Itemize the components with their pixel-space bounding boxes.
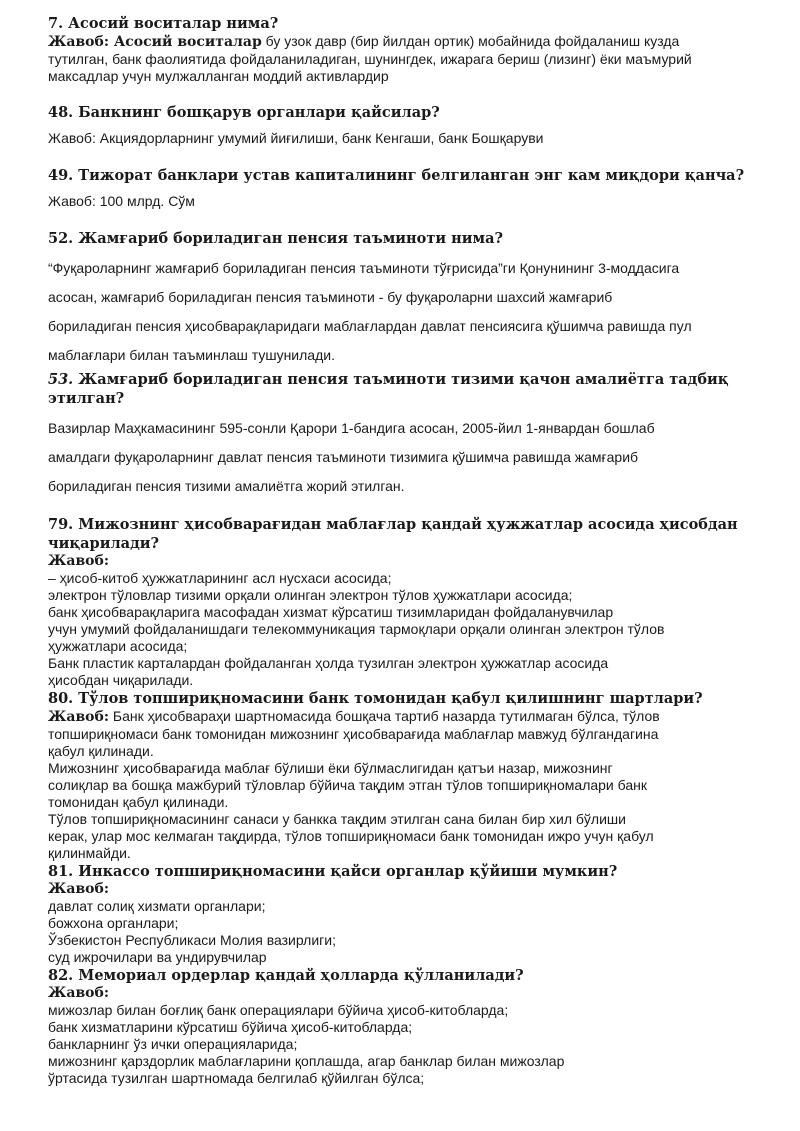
question-49-title: 49. Тижорат банклари устав капиталининг белгиланган энг кам миқдори қанча? <box>48 167 745 184</box>
question-80-line-4: Мижознинг ҳисобварағида маблағ бўлиши ёки бўлмаслигидан қатъи назар, мижознинг <box>48 760 613 776</box>
question-80-line-5: солиқлар ва бошқа мажбурий тўловлар бўйича тақдим этган тўлов топшириқномалари банк <box>48 777 647 793</box>
question-82-line-2: банк хизматларини кўрсатиш бўйича ҳисоб-китобларда; <box>48 1019 413 1035</box>
question-81-line-3: Ўзбекистон Республикаси Молия вазирлиги; <box>48 932 336 948</box>
question-81-line-4: суд ижрочилари ва ундирувчилар <box>48 949 267 965</box>
question-52-line-3: бориладиган пенсия ҳисобварақларидаги маблағлардан давлат пенсиясига қўшимча равишда пул <box>48 318 692 334</box>
question-80-line-3: қабул қилинади. <box>48 743 154 759</box>
question-52-line-1: “Фуқароларнинг жамғариб бориладиган пенсия таъминоти тўғрисида”ги Қонунининг 3-моддасига <box>48 260 680 276</box>
question-79-line-6: Банк пластик карталардан фойдаланган ҳолда тузилган электрон ҳужжатлар асосида <box>48 655 609 671</box>
question-82-answer-label: Жавоб: <box>48 985 110 1001</box>
answer-label-bold: Жавоб: <box>48 709 110 725</box>
question-7-answer-line-3: максадлар учун мулжалланган моддий активлардир <box>48 68 389 84</box>
document-page <box>48 14 763 1087</box>
question-82-line-3: банкларнинг ўз ички операцияларида; <box>48 1036 298 1052</box>
question-80-line-6: томонидан қабул қилинади. <box>48 794 229 810</box>
question-80-line-2: топшириқномаси банк томонидан мижознинг ҳисобварағида маблағлар мавжуд бўлгандагина <box>48 726 659 742</box>
question-81-line-1: давлат солиқ хизмати органлари; <box>48 898 266 914</box>
question-53-title: 53. Жамғариб бориладиган пенсия таъминоти тизими қачон амалиётга тадбиқ этилган? <box>48 371 729 407</box>
question-79-line-1: – ҳисоб-китоб ҳужжатларининг асл нусхаси асосида; <box>48 570 392 586</box>
question-79-title-line-1: 79. Мижознинг ҳисобварағидан маблағлар қандай ҳужжатлар асосида ҳисобдан <box>48 516 738 533</box>
question-52-title: 52. Жамғариб бориладиган пенсия таъминоти нима? <box>48 230 503 247</box>
question-79-line-7: ҳисобдан чиқарилади. <box>48 672 194 688</box>
question-49-answer: Жавоб: 100 млрд. Сўм <box>48 193 195 209</box>
question-79-title-line-2: чиқарилади? <box>48 535 159 552</box>
question-80-line-1: Жавоб: Банк ҳисобвараҳи шартномасида бошқача тартиб назарда тутилмаган бўлса, тўлов <box>48 708 660 725</box>
question-52-line-4: маблағлари билан таъминлаш тушунилади. <box>48 347 335 363</box>
question-53-line-1: Вазирлар Маҳкамасининг 595-сонли Қарори 1-бандига асосан, 2005-йил 1-январдан бошлаб <box>48 420 655 436</box>
question-80-title: 80. Тўлов топшириқномасини банк томонидан қабул қилишнинг шартлари? <box>48 690 703 707</box>
question-80-line-8: керак, улар мос келмаган тақдирда, тўлов топшириқномаси банк томонидан ижро учун қабул <box>48 828 654 844</box>
question-82-line-1: мижозлар билан боғлиқ банк операциялари бўйича ҳисоб-китобларда; <box>48 1002 509 1018</box>
question-79-answer-label: Жавоб: <box>48 553 110 569</box>
question-82-title: 82. Мемориал ордерлар қандай ҳолларда қўлланилади? <box>48 967 524 984</box>
question-7-answer-line-2: тутилган, банк фаолиятида фойдаланиладиган, шунингдек, ижарага бериш (лизинг) ёки маъмурий <box>48 51 692 67</box>
question-79-line-3: банк ҳисобварақларига масофадан хизмат кўрсатиш тизимларидан фойдаланувчилар <box>48 604 614 620</box>
question-81-title: 81. Инкассо топшириқномасини қайси органлар қўйиши мумкин? <box>48 863 618 880</box>
question-81-answer-label: Жавоб: <box>48 881 110 897</box>
question-79-line-5: ҳужжатлари асосида; <box>48 638 188 654</box>
question-53-line-3: бориладиган пенсия тизими амалиётга жорий этилган. <box>48 478 405 494</box>
question-82-line-5: ўртасида тузилган шартномада белгилаб қўйилган бўлса; <box>48 1070 425 1086</box>
question-82-line-4: мижознинг қарздорлик маблағларини қоплашда, агар банклар билан мижозлар <box>48 1053 565 1069</box>
question-48-answer: Жавоб: Акциядорларнинг умумий йиғилиши, банк Кенгаши, банк Бошқаруви <box>48 130 544 146</box>
question-48-title: 48. Банкнинг бошқарув органлари қайсилар? <box>48 104 440 121</box>
answer-label-bold: Жавоб: Асосий воситалар <box>48 34 262 50</box>
question-80-line-9: қилинмайди. <box>48 845 131 861</box>
question-53-line-2: амалдаги фуқароларнинг давлат пенсия таъминоти тизимига қўшимча равишда жамғариб <box>48 449 639 465</box>
question-81-line-2: божхона органлари; <box>48 915 179 931</box>
question-79-line-2: электрон тўловлар тизими орқали олинган электрон тўлов ҳужжатлари асосида; <box>48 587 573 603</box>
question-7-title: 7. Асосий воситалар нима? <box>48 15 279 32</box>
question-7-answer-line-1: Жавоб: Асосий воситалар бу узок давр (бир йилдан ортик) мобайнида фойдаланиш кузда <box>48 33 680 50</box>
question-80-line-7: Тўлов топшириқномасининг санаси у банкка тақдим этилган сана билан бир хил бўлиши <box>48 811 626 827</box>
question-79-line-4: учун умумий фойдаланишдаги телекоммуникация тармоқлари орқали олинган электрон тўлов <box>48 621 665 637</box>
question-52-line-2: асосан, жамғариб бориладиган пенсия таъминоти - бу фуқароларни шахсий жамғариб <box>48 289 613 305</box>
